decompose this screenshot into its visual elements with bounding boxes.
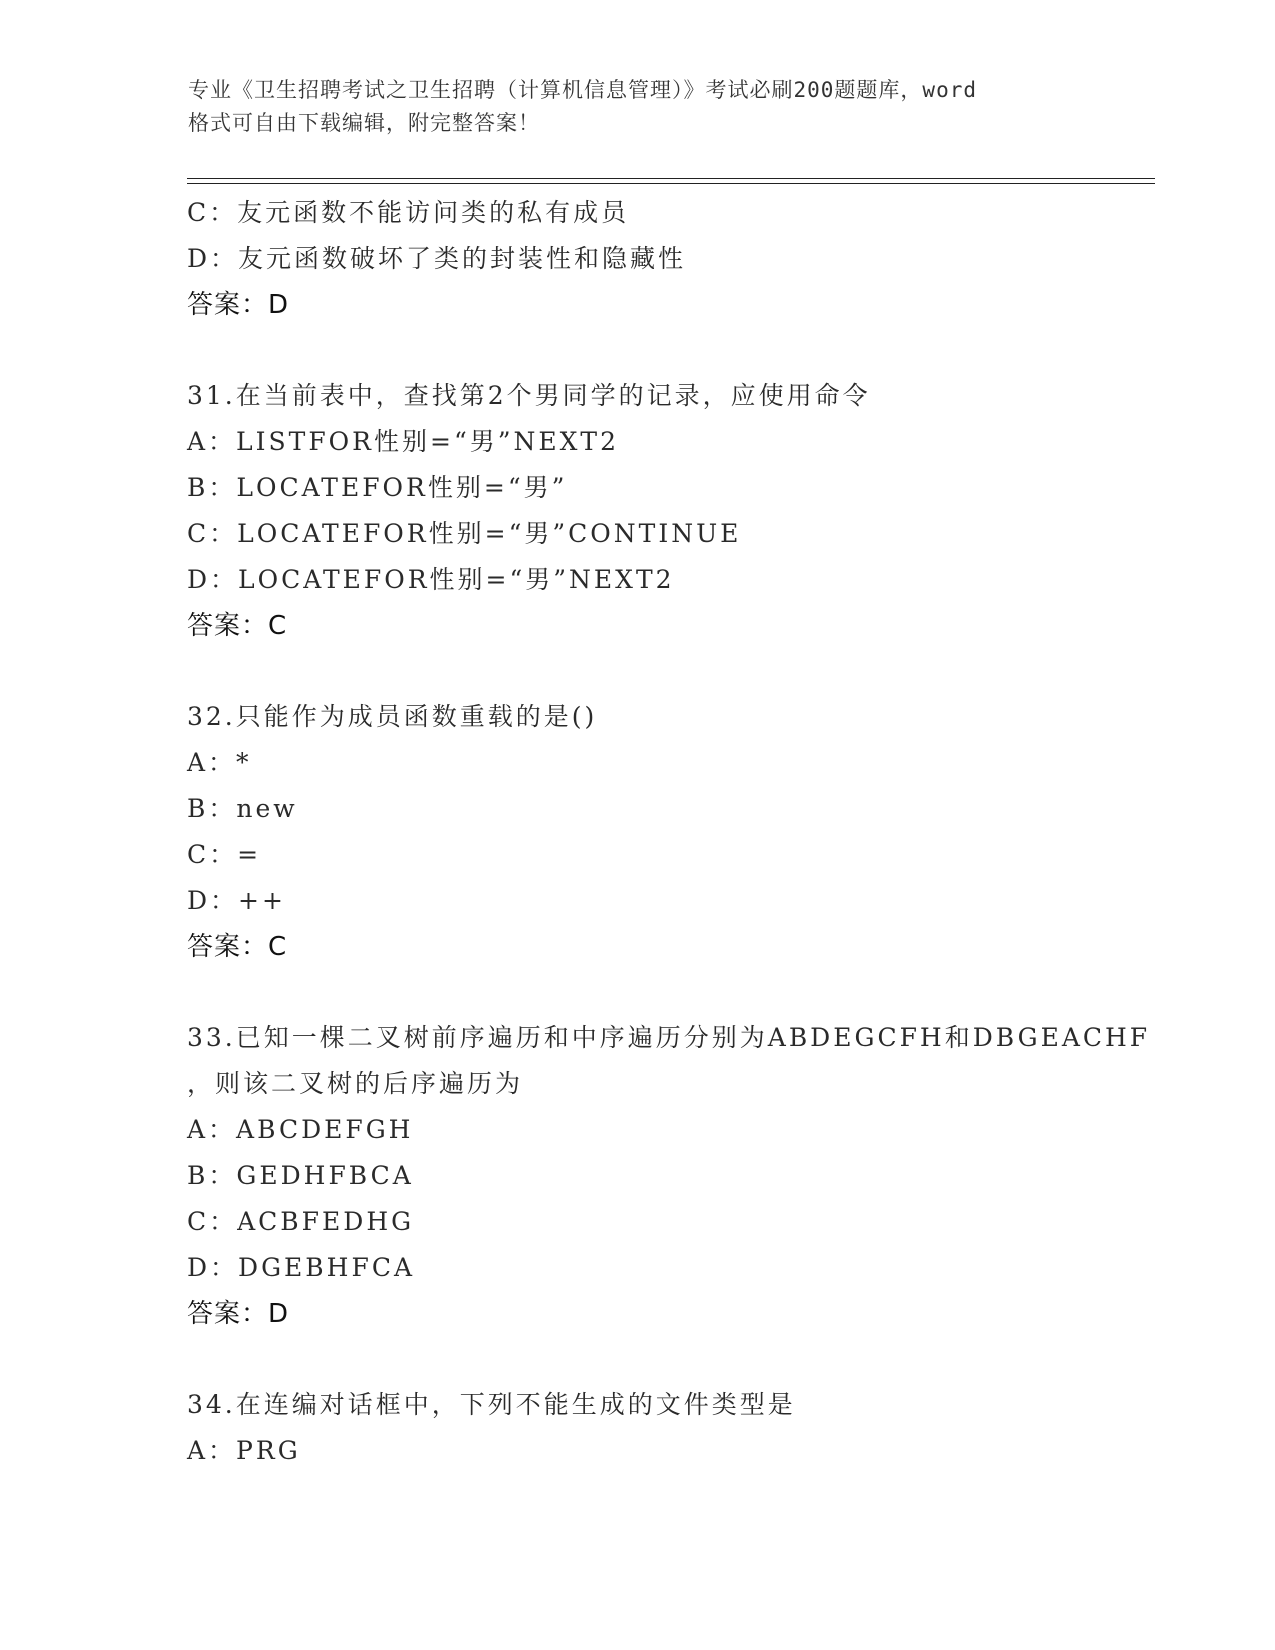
option-a: A：*	[187, 748, 252, 777]
question-list	[187, 190, 1151, 1474]
option-d: D：友元函数破坏了类的封装性和隐藏性	[187, 244, 687, 273]
option-c: C：友元函数不能访问类的私有成员	[187, 198, 630, 227]
option-b: B：new	[187, 794, 298, 823]
option-d: D：LOCATEFOR性别=“男”NEXT2	[187, 565, 675, 594]
spacer	[187, 328, 1147, 373]
option-a: A：LISTFOR性别=“男”NEXT2	[187, 427, 620, 456]
question-30	[187, 190, 1147, 328]
question-33	[187, 1015, 1151, 1337]
option-c: C：=	[187, 840, 262, 869]
question-31	[187, 373, 1147, 649]
answer: 答案：D	[187, 1299, 290, 1329]
question-stem: 31.在当前表中，查找第2个男同学的记录，应使用命令	[187, 381, 871, 410]
spacer	[187, 970, 1147, 1015]
document-header	[188, 74, 1088, 140]
answer: 答案：C	[187, 611, 288, 641]
question-32	[187, 694, 1147, 970]
question-34	[187, 1382, 1147, 1474]
header-divider-top	[187, 178, 1155, 179]
option-c: C：ACBFEDHG	[187, 1207, 415, 1236]
question-stem: 32.只能作为成员函数重载的是()	[187, 702, 598, 731]
answer: 答案：C	[187, 932, 288, 962]
header-line-1: 专业《卫生招聘考试之卫生招聘（计算机信息管理）》考试必刷200题题库，word	[188, 78, 977, 102]
option-b: B：LOCATEFOR性别=“男”	[187, 473, 568, 502]
question-stem: 34.在连编对话框中，下列不能生成的文件类型是	[187, 1390, 796, 1419]
spacer	[187, 649, 1147, 694]
option-d: D：DGEBHFCA	[187, 1253, 416, 1282]
option-a: A：ABCDEFGH	[187, 1115, 414, 1144]
option-a: A：PRG	[187, 1436, 301, 1465]
option-b: B：GEDHFBCA	[187, 1161, 414, 1190]
spacer	[187, 1337, 1147, 1382]
header-divider-bottom	[187, 183, 1155, 184]
question-stem-line-1: 33.已知一棵二叉树前序遍历和中序遍历分别为ABDEGCFH和DBGEACHF	[187, 1023, 1151, 1052]
answer: 答案：D	[187, 290, 290, 320]
option-d: D：++	[187, 886, 286, 915]
question-stem-line-2: ，则该二叉树的后序遍历为	[187, 1069, 524, 1098]
header-line-2: 格式可自由下载编辑，附完整答案！	[188, 111, 540, 135]
option-c: C：LOCATEFOR性别=“男”CONTINUE	[187, 519, 742, 548]
